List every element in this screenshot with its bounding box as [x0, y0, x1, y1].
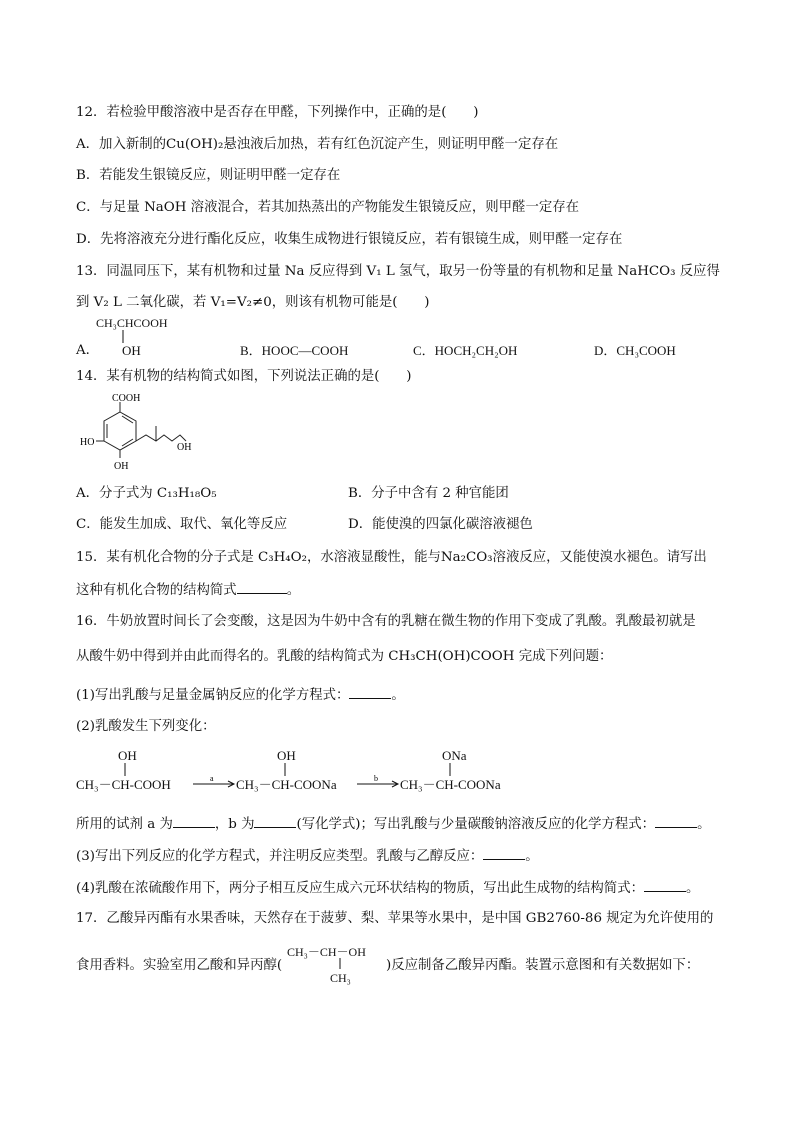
q16-part2-end: 。 [697, 817, 711, 832]
q17-line1: 17．乙酸异丙酯有水果香味，天然存在于菠萝、梨、苹果等水果中，是中国 GB2760-86 规定为允许使用的 [76, 911, 714, 926]
q14-stem: 14．某有机物的结构简式如图，下列说法正确的是( ) [76, 369, 412, 384]
q16-part3-text: (3)写出下列反应的化学方程式，并注明反应类型。乳酸与乙醇反应： [76, 849, 484, 864]
q16-reagent-b-blank[interactable] [254, 815, 296, 828]
q13-option-a-bond [120, 330, 126, 344]
q16-part3-end: 。 [525, 849, 539, 864]
q15-line1: 15．某有机化合物的分子式是 C₃H₄O₂，水溶液显酸性，能与Na₂CO₃溶液反应，又能使溴水褪色。请写出 [76, 550, 707, 565]
q13-option-a-top: CH₃CHCOOH [96, 316, 168, 330]
q14-option-c: C．能发生加成、取代、氧化等反应 [76, 517, 288, 532]
benzene-ring [104, 412, 136, 450]
q12-option-c: C．与足量 NaOH 溶液混合，若其加热蒸出的产物能发生银镜反应，则甲醛一定存在 [76, 200, 580, 215]
q15-answer-blank[interactable] [237, 581, 287, 594]
q16-part4-blank[interactable] [644, 879, 686, 892]
q15-line2 [76, 581, 300, 600]
scheme-arrow-b [357, 772, 401, 788]
structure-ho-left-label: HO [80, 437, 95, 448]
q16-part1-blank[interactable] [349, 686, 391, 699]
q12-stem: 12．若检验甲酸溶液中是否存在甲醛，下列操作中，正确的是( ) [76, 105, 479, 120]
scheme-oh-1: OH [118, 748, 137, 763]
q16-part2-reagents [76, 815, 710, 834]
q14-option-a: A．分子式为 C₁₃H₁₈O₅ [76, 486, 217, 501]
q16-reagent-a-blank[interactable] [173, 815, 215, 828]
q13-option-a-oh: OH [122, 343, 141, 358]
scheme-product-a: CH₃－CH-COONa [236, 777, 337, 792]
structure-oh-right-label: OH [177, 442, 192, 453]
q16-part1-end: 。 [391, 688, 405, 703]
q14-structure [76, 390, 206, 478]
arrow-label-b: b [374, 774, 378, 783]
q12-option-d: D．先将溶液充分进行酯化反应，收集生成物进行银镜反应，若有银镜生成，则甲醛一定存在 [76, 232, 623, 247]
q16-reagent-b-text: ，b 为 [214, 817, 255, 832]
q13-option-a-label: A． [76, 343, 100, 358]
q14-option-b: B．分子中含有 2 种官能团 [348, 486, 509, 501]
q16-part3-blank[interactable] [483, 847, 525, 860]
q13-stem-line2: 到 V₂ L 二氧化碳，若 V₁=V₂≠0，则该有机物可能是( ) [76, 295, 430, 310]
q16-part2-equation-blank[interactable] [655, 815, 697, 828]
scheme-lactic-acid: CH₃－CH-COOH [76, 777, 171, 792]
q16-part4-text: (4)乳酸在浓硫酸作用下，两分子相互反应生成六元环状结构的物质，写出此生成物的结构简式： [76, 881, 644, 896]
q17-line2b: )反应制备乙酸异丙酯。装置示意图和有关数据如下： [386, 958, 700, 973]
q13-option-b: B．HOOC—COOH [240, 343, 349, 358]
q16-reagent-a-text: 所用的试剂 a 为 [76, 817, 173, 832]
q16-part2: (2)乳酸发生下列变化： [76, 719, 216, 734]
q15-line2-text: 这种有机化合物的结构简式 [76, 583, 237, 598]
q13-option-c: C．HOCH₂CH₂OH [413, 343, 518, 358]
structure-cooh-label: COOH [112, 393, 141, 404]
scheme-oh-2: OH [277, 748, 296, 763]
scheme-product-b: CH₃－CH-COONa [400, 777, 501, 792]
q17-isopropanol-top: CH₃－CH－OH [287, 945, 366, 959]
q17-isopropanol-bond [337, 958, 343, 970]
q16-part3 [76, 847, 539, 866]
q14-option-d: D．能使溴的四氯化碳溶液褪色 [348, 517, 533, 532]
q16-part4 [76, 879, 699, 898]
arrow-label-a: a [210, 774, 214, 783]
q12-option-a: A．加入新制的Cu(OH)₂悬浊液后加热，若有红色沉淀产生，则证明甲醛一定存在 [76, 137, 559, 152]
q17-line2a: 食用香料。实验室用乙酸和异丙醇( [76, 958, 283, 973]
scheme-ona: ONa [442, 748, 467, 763]
q15-line2-end: 。 [286, 583, 301, 598]
q16-line2: 从酸牛奶中得到并由此而得名的。乳酸的结构简式为 CH₃CH(OH)COOH 完成下列问题： [76, 649, 613, 664]
q16-part1 [76, 686, 405, 705]
structure-oh-bottom-label: OH [114, 461, 129, 472]
q17-isopropanol-bottom: CH₃ [330, 971, 351, 985]
q16-reagent-c-text: (写化学式)；写出乳酸与少量碳酸钠溶液反应的化学方程式： [296, 817, 656, 832]
q13-option-d: D．CH₃COOH [594, 343, 676, 358]
scheme-arrow-a [193, 772, 237, 788]
q16-part4-end: 。 [685, 881, 700, 896]
q16-part1-text: (1)写出乳酸与足量金属钠反应的化学方程式： [76, 688, 350, 703]
q16-line1: 16．牛奶放置时间长了会变酸，这是因为牛奶中含有的乳糖在微生物的作用下变成了乳酸。乳酸最初就是 [76, 614, 696, 629]
q12-option-b: B．若能发生银镜反应，则证明甲醛一定存在 [76, 168, 341, 183]
q13-stem-line1: 13．同温同压下，某有机物和过量 Na 反应得到 V₁ L 氢气，取另一份等量的有机物和足量 NaHCO₃ 反应得 [76, 264, 720, 279]
